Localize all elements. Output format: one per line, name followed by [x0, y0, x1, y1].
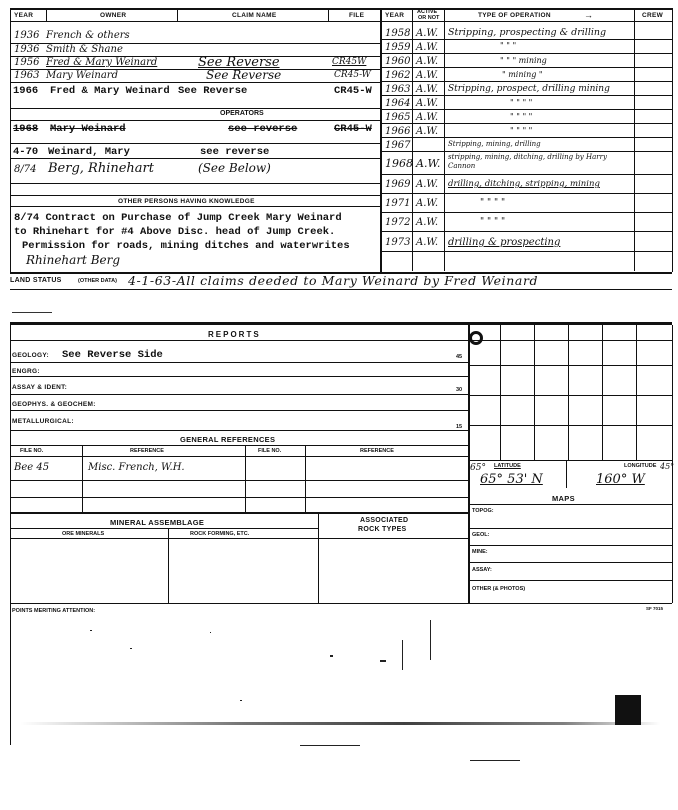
operators-label: OPERATORS [220, 110, 264, 117]
maps-title: MAPS [552, 494, 575, 503]
op-active: A.W. [416, 70, 439, 81]
gr-file-no-2: FILE NO. [258, 448, 282, 454]
operator-file: CR45-W [334, 123, 372, 135]
op-year: 1962 [385, 70, 411, 81]
operator-name: Berg, Rhinehart [48, 161, 154, 176]
op-year: 1959 [385, 42, 411, 53]
arrow-icon: → [584, 10, 593, 20]
op-active: A.W. [416, 179, 439, 190]
op-type: " " " " [480, 217, 506, 227]
assay-label: ASSAY & IDENT: [12, 384, 68, 391]
form-number: SF 7015 [646, 606, 664, 611]
operator-name: Mary Weinard [50, 123, 126, 135]
op-year: 1958 [385, 28, 411, 39]
op-active: A.W. [416, 157, 441, 170]
op-year: 1966 [385, 126, 411, 137]
operator-year: 8/74 [14, 164, 37, 175]
claim-name: See Reverse [206, 68, 282, 82]
op-year: 1965 [385, 112, 411, 123]
op-type: Stripping, prospecting & drilling [448, 27, 607, 38]
op-active: A.W. [416, 56, 439, 67]
op-active: A.W. [416, 84, 439, 95]
owner-name: Mary Weinard [46, 70, 118, 81]
other-persons-line: 8/74 Contract on Purchase of Jump Creek Mary Weinard [14, 212, 342, 224]
claim-name: See Reverse [178, 85, 248, 97]
geophys-label: GEOPHYS. & GEOCHEM: [12, 401, 96, 408]
land-status-label: LAND STATUS [10, 277, 62, 284]
owner-year: 1936 [14, 44, 40, 55]
op-type: " " " " [510, 98, 533, 107]
owner-year: 1956 [14, 57, 40, 68]
year-header: YEAR [14, 12, 34, 19]
gr-file-no: Bee 45 [14, 462, 50, 473]
operator-claim: (See Below) [198, 161, 271, 175]
op-type: drilling, ditching, stripping, mining [448, 179, 600, 189]
op-year: 1971 [385, 198, 411, 209]
op-type: " " " " [480, 198, 506, 208]
other-persons-line: Permission for roads, mining ditches and waterwrites [22, 240, 350, 252]
operator-year: 1968 [13, 123, 39, 135]
land-status-sublabel: (OTHER DATA) [78, 278, 117, 284]
owner-year: 1963 [14, 70, 40, 81]
claim-name-header: CLAIM NAME [232, 12, 277, 19]
latitude-label: LATITUDE [494, 463, 521, 469]
signature: Rhinehart Berg [26, 253, 121, 267]
owner-name: French & others [46, 30, 130, 41]
maps-geol: GEOL: [472, 532, 490, 538]
op-active: A.W. [416, 126, 439, 137]
ore-minerals-label: ORE MINERALS [62, 531, 105, 537]
op-type: drilling & prospecting [448, 237, 561, 248]
scale-15: 15 [456, 424, 463, 430]
op-active: A.W. [416, 217, 439, 228]
op-year: 1968 [385, 157, 413, 170]
op-year: 1967 [385, 140, 411, 151]
op-active: A.W. [416, 198, 439, 209]
operator-claim: see reverse [200, 146, 270, 158]
land-status-value: 4-1-63-All claims deeded to Mary Weinard by Fred Weinard [128, 273, 539, 288]
corner-marker-icon [469, 331, 483, 345]
associated-label: ASSOCIATED [360, 517, 409, 524]
gr-reference: Misc. French, W.H. [88, 462, 185, 473]
owner-name: Fred & Mary Weinard [50, 85, 170, 97]
maps-assay: ASSAY: [472, 567, 492, 573]
owner-year: 1936 [14, 30, 40, 41]
geology-value: See Reverse Side [62, 349, 163, 361]
operator-name: Weinard, Mary [48, 146, 130, 158]
owner-name: Fred & Mary Weinard [46, 57, 158, 68]
op-type: " mining " [502, 70, 543, 79]
longitude-label: LONGITUDE [624, 463, 657, 469]
general-references-title: GENERAL REFERENCES [180, 435, 276, 444]
op-active: A.W. [416, 28, 439, 39]
op-year: 1963 [385, 84, 411, 95]
points-meriting-label: POINTS MERITING ATTENTION: [12, 608, 96, 614]
scale-45: 45 [456, 354, 463, 360]
op-type: stripping, mining, ditching, drilling by Harry Cannon [448, 153, 607, 170]
op-active: A.W. [416, 42, 439, 53]
long-suffix: 45° [660, 462, 675, 471]
engrg-label: ENGRG: [12, 368, 40, 375]
op-type: " " " " [510, 126, 533, 135]
maps-topog: TOPOG: [472, 508, 494, 514]
longitude-value: 160° W [596, 472, 645, 487]
op-year: 1960 [385, 56, 411, 67]
latitude-value: 65° 53' N [480, 472, 543, 487]
year2-header: YEAR [385, 12, 405, 19]
op-year: 1973 [385, 237, 411, 248]
owner-name: Smith & Shane [46, 44, 123, 55]
op-year: 1969 [385, 179, 411, 190]
op-type: " " " mining [500, 56, 547, 65]
op-year: 1964 [385, 98, 411, 109]
op-active: A.W. [416, 112, 439, 123]
reports-title: REPORTS [208, 330, 261, 339]
lat-prefix: 65° [470, 463, 486, 473]
rock-forming-label: ROCK FORMING, ETC. [190, 531, 250, 537]
file-no: CR45-W [334, 70, 371, 80]
active-header: ACTIVE [417, 9, 438, 15]
gr-file-no-1: FILE NO. [20, 448, 44, 454]
rock-types-label: ROCK TYPES [358, 526, 407, 533]
op-type: Stripping, mining, drilling [448, 140, 541, 148]
scale-30: 30 [456, 387, 463, 393]
mineral-assemblage-title: MINERAL ASSEMBLAGE [110, 518, 205, 527]
file-header: FILE [349, 12, 365, 19]
gr-reference-2: REFERENCE [360, 448, 394, 454]
active-sub-header: OR NOT [418, 15, 440, 21]
other-persons-line: to Rhinehart for #4 Above Disc. head of Jump Creek. [14, 226, 336, 238]
type-operation-header: TYPE OF OPERATION [478, 12, 551, 19]
op-active: A.W. [416, 98, 439, 109]
gr-reference-1: REFERENCE [130, 448, 164, 454]
op-type: " " " [500, 41, 517, 50]
op-type: " " " " [510, 112, 533, 121]
op-active: A.W. [416, 237, 439, 248]
metallurgical-label: METALLURGICAL: [12, 418, 74, 425]
claim-name: See Reverse [198, 55, 280, 70]
maps-other: OTHER (& PHOTOS) [472, 586, 526, 592]
other-persons-label: OTHER PERSONS HAVING KNOWLEDGE [118, 198, 255, 205]
file-no: CR45W [332, 57, 367, 67]
crew-header: CREW [642, 12, 664, 19]
op-type: Stripping, prospect, drilling mining [448, 84, 610, 94]
operator-year: 4-70 [13, 146, 39, 158]
owner-header: OWNER [100, 12, 127, 19]
geology-label: GEOLOGY: [12, 352, 49, 359]
operator-claim: see reverse [228, 123, 298, 135]
file-no: CR45-W [334, 85, 372, 97]
op-year: 1972 [385, 217, 411, 228]
owner-year: 1966 [13, 85, 39, 97]
maps-mine: MINE: [472, 549, 488, 555]
